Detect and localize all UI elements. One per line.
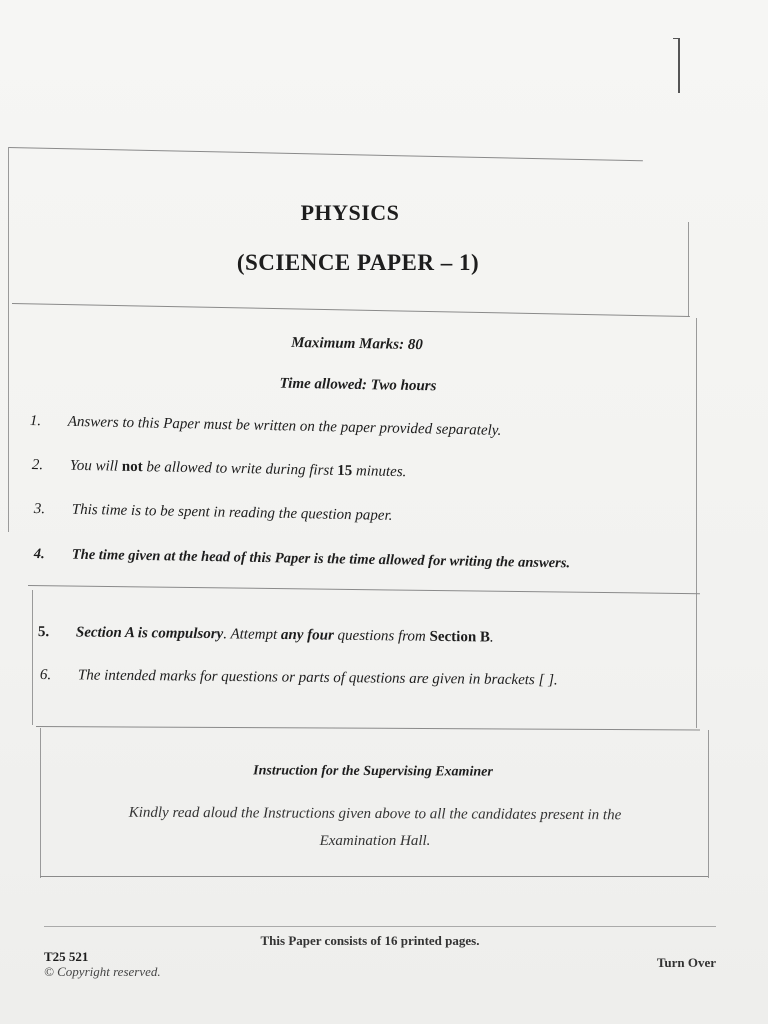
- max-marks: Maximum Marks: 80: [291, 334, 423, 354]
- copyright-note: © Copyright reserved.: [44, 964, 161, 979]
- instruction-number: 4.: [33, 546, 45, 563]
- instructions-divider: [28, 585, 700, 594]
- instruction-text: You will not be allowed to write during first 15 minutes.: [69, 457, 407, 481]
- title-divider: [12, 303, 690, 317]
- supervisor-divider: [36, 726, 700, 730]
- paper-code: T25 521: [44, 949, 89, 964]
- paper-subtitle: (SCIENCE PAPER – 1): [236, 250, 480, 275]
- instruction-number: 2.: [31, 457, 44, 474]
- instruction-text: Answers to this Paper must be written on the paper provided separately.: [67, 413, 502, 439]
- instruction-text: The time given at the head of this Paper is the time allowed for writing the answers.: [71, 546, 571, 572]
- box-left-border-bottom: [40, 728, 41, 878]
- box-right-border-bottom: [708, 730, 709, 878]
- box-bottom-rule: [40, 876, 708, 877]
- time-allowed: Time allowed: Two hours: [279, 375, 437, 395]
- instruction-number: 1.: [29, 413, 42, 430]
- footer-rule: [44, 926, 716, 927]
- margin-tick-mark: [678, 38, 680, 93]
- instruction-text: Section A is compulsory. Attempt any four questions from Section B.: [75, 624, 494, 646]
- instruction-number: 3.: [33, 501, 46, 518]
- instruction-text: This time is to be spent in reading the question paper.: [71, 501, 393, 524]
- supervisor-heading: Instruction for the Supervising Examiner: [253, 763, 493, 780]
- box-left-border-lower: [32, 590, 33, 725]
- instruction-number: 5.: [37, 624, 50, 641]
- instruction-text: The intended marks for questions or parts of questions are given in brackets [ ].: [77, 667, 558, 689]
- turn-over-label: Turn Over: [656, 955, 716, 970]
- page-count-note: This Paper consists of 16 printed pages.: [260, 933, 480, 948]
- box-top-rule: [8, 147, 643, 161]
- box-right-border-mid: [696, 318, 697, 728]
- supervisor-note-line-2: Examination Hall.: [319, 833, 431, 849]
- paper-title: PHYSICS: [300, 200, 400, 225]
- instruction-number: 6.: [39, 667, 52, 684]
- supervisor-note-line-1: Kindly read aloud the Instructions given above to all the candidates present in the: [128, 804, 622, 824]
